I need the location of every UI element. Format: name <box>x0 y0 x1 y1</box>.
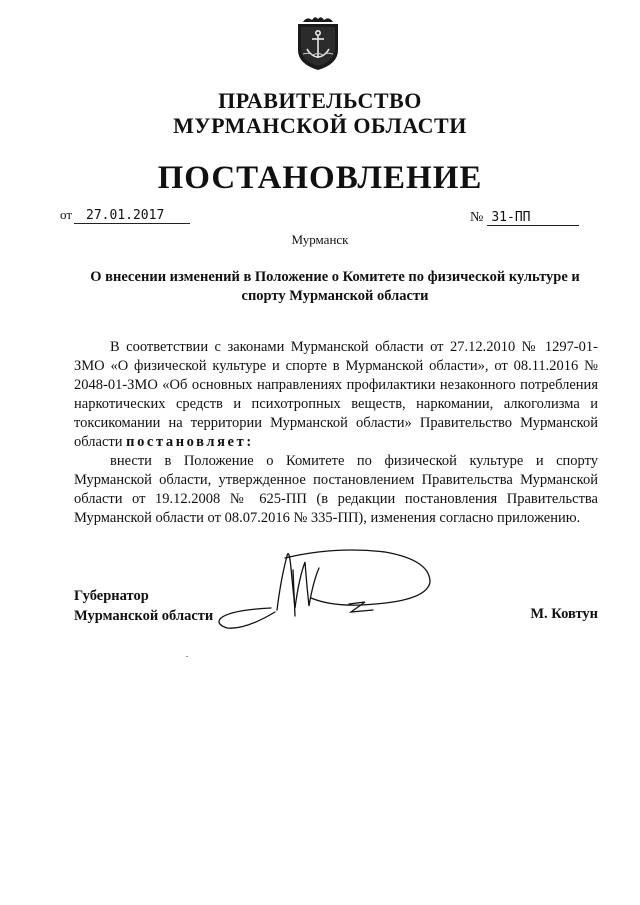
date-value: 27.01.2017 <box>74 209 190 224</box>
body-paragraph-1 <box>74 338 598 452</box>
document-subject: О внесении изменений в Положение о Комитете по физической культуре и спорту Мурманской области <box>90 269 580 304</box>
body-paragraph-1-text: В соответствии с законами Мурманской области от 27.12.2010 № 1297-01-ЗМО «О физической культуре и спорте в Мурманской области», от 08.11.2016 № 2048-01-ЗМО «Об основных направлениях профилактики незаконного потребления наркотических средств и психотропных веществ, наркомании, алкоголизма и токсикомании на территории Мурманской области» Правительство Мурманской области <box>74 339 598 450</box>
signer-name: М. Ковтун <box>530 606 598 622</box>
issue-city: Мурманск <box>291 232 349 247</box>
body-paragraph-2: внести в Положение о Комитете по физической культуре и спорту Мурманской области, утвержденное постановлением Правительства Мурманской области от 19.12.2008 № 625-ПП (в редакции постановления Правительства Мурманской области от 08.07.2016 № 335-ПП), изменения согласно приложению. <box>74 453 598 526</box>
signer-position-line2: Мурманской области <box>74 608 214 624</box>
document-date <box>60 207 190 224</box>
scan-speck <box>186 656 188 657</box>
murmansk-coat-of-arms-icon <box>295 14 341 72</box>
date-prefix: от <box>60 207 73 222</box>
number-prefix: № <box>470 210 484 225</box>
document-type-title: ПОСТАНОВЛЕНИЕ <box>157 160 483 196</box>
document-number <box>470 210 579 226</box>
signer-position-line1: Губернатор <box>74 588 149 604</box>
handwritten-signature-icon <box>215 538 445 638</box>
government-title-line2: МУРМАНСКОЙ ОБЛАСТИ <box>173 113 467 138</box>
resolves-word: постановляет: <box>126 434 254 450</box>
government-title-line1: ПРАВИТЕЛЬСТВО <box>218 88 422 113</box>
number-value: 31-ПП <box>487 211 579 226</box>
signer-position <box>74 586 213 626</box>
document-body <box>74 338 598 528</box>
